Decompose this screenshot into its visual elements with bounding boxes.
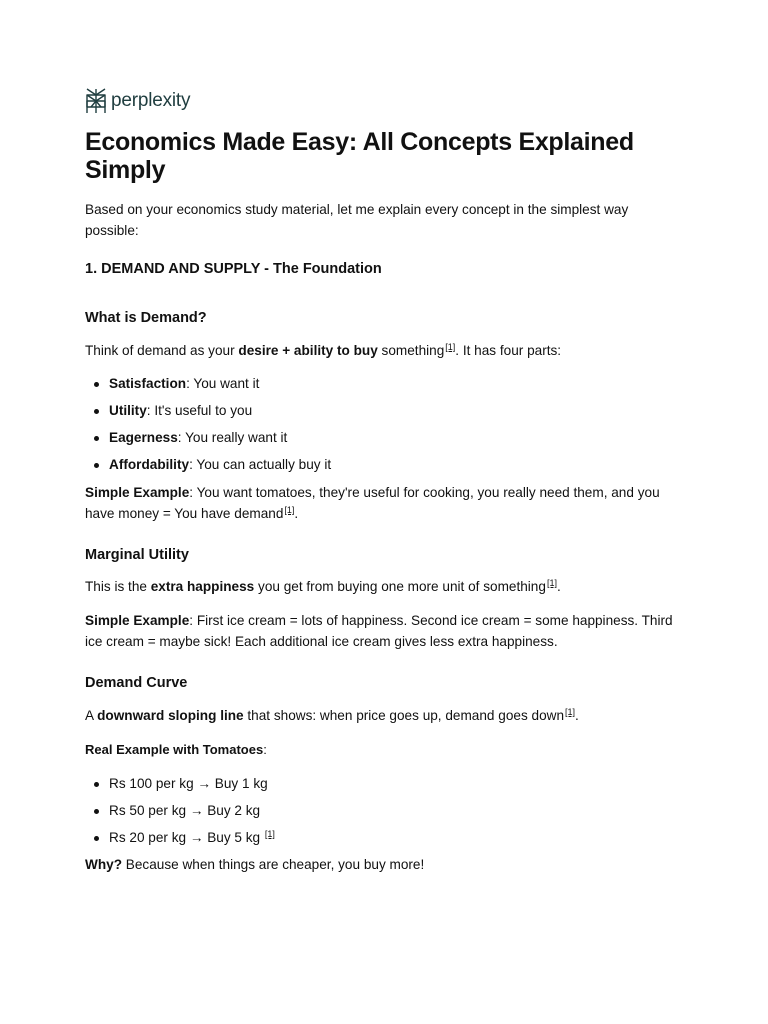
item-term: Eagerness	[109, 430, 178, 445]
text: you get from buying one more unit of something	[254, 579, 546, 594]
real-example-label	[85, 739, 680, 760]
why-paragraph	[85, 854, 680, 875]
text: : First ice cream = lots of happiness. Second ice cream = some happiness. Third ice cream = maybe sick! Each additional ice cream gives less extra happiness.	[85, 613, 673, 649]
text: A	[85, 708, 98, 723]
marginal-paragraph	[85, 576, 680, 597]
perplexity-logo	[85, 88, 190, 114]
bold-text: downward sloping line	[97, 708, 244, 723]
bold-text: Real Example with Tomatoes	[85, 742, 264, 757]
demand-paragraph	[85, 340, 680, 361]
bold-text: Simple Example	[85, 613, 190, 628]
tomato-price-list	[85, 773, 275, 854]
item-text: Rs 20 per kg → Buy 5 kg	[109, 830, 261, 845]
citation-link[interactable]: [1]	[546, 578, 557, 588]
demand-example-paragraph	[85, 482, 680, 524]
text: .	[556, 579, 561, 594]
intro-paragraph: Based on your economics study material, let me explain every concept in the simplest way possible:	[85, 202, 629, 238]
item-text: : You can actually buy it	[189, 457, 332, 472]
citation-link[interactable]: [1]	[445, 342, 456, 352]
heading-what-is-demand: What is Demand?	[85, 310, 207, 326]
page-title: Economics Made Easy: All Concepts Explained Simply	[85, 128, 634, 184]
item-text: Rs 100 per kg → Buy 1 kg	[109, 776, 268, 791]
item-text: : It's useful to you	[146, 403, 253, 418]
demand-parts-list	[85, 373, 331, 481]
item-text: : You want it	[186, 376, 260, 391]
list-item	[85, 427, 331, 454]
section-heading-caps: 1. DEMAND AND SUPPLY	[85, 261, 261, 277]
bold-text: Simple Example	[85, 485, 190, 500]
citation-link[interactable]: [1]	[264, 829, 275, 839]
heading-demand-curve: Demand Curve	[85, 675, 188, 691]
list-item	[85, 454, 331, 481]
list-item	[85, 373, 331, 400]
section-heading-rest: - The Foundation	[260, 261, 382, 277]
logo-wordmark: perplexity	[111, 90, 191, 111]
text: Because when things are cheaper, you buy more!	[122, 857, 425, 872]
list-item	[85, 400, 331, 427]
text: This is the	[85, 579, 151, 594]
text: .	[575, 708, 579, 723]
text: .	[294, 506, 299, 521]
text: something	[377, 343, 445, 358]
citation-link[interactable]: [1]	[565, 707, 576, 717]
text: :	[263, 742, 267, 757]
text: Think of demand as your	[85, 343, 239, 358]
bold-text: Why?	[85, 857, 122, 872]
bold-text: extra happiness	[150, 579, 255, 594]
item-term: Utility	[109, 403, 147, 418]
item-term: Satisfaction	[109, 376, 187, 391]
list-item	[85, 773, 275, 800]
curve-paragraph	[85, 705, 680, 726]
list-item	[85, 827, 275, 854]
text: : You want tomatoes, they're useful for cooking, you really need them, and you have money = You have demand	[85, 485, 660, 521]
perplexity-logo-icon	[85, 88, 107, 114]
item-text: Rs 50 per kg → Buy 2 kg	[109, 803, 261, 818]
citation-link[interactable]: [1]	[284, 505, 295, 515]
item-text: : You really want it	[177, 430, 288, 445]
section-heading-demand-supply	[85, 261, 382, 277]
list-item	[85, 800, 275, 827]
bold-text: desire + ability to buy	[238, 343, 378, 358]
marginal-example-paragraph	[85, 610, 680, 652]
text: . It has four parts:	[455, 343, 562, 358]
item-term: Affordability	[109, 457, 190, 472]
heading-marginal-utility: Marginal Utility	[85, 547, 189, 563]
text: that shows: when price goes up, demand goes down	[243, 708, 565, 723]
